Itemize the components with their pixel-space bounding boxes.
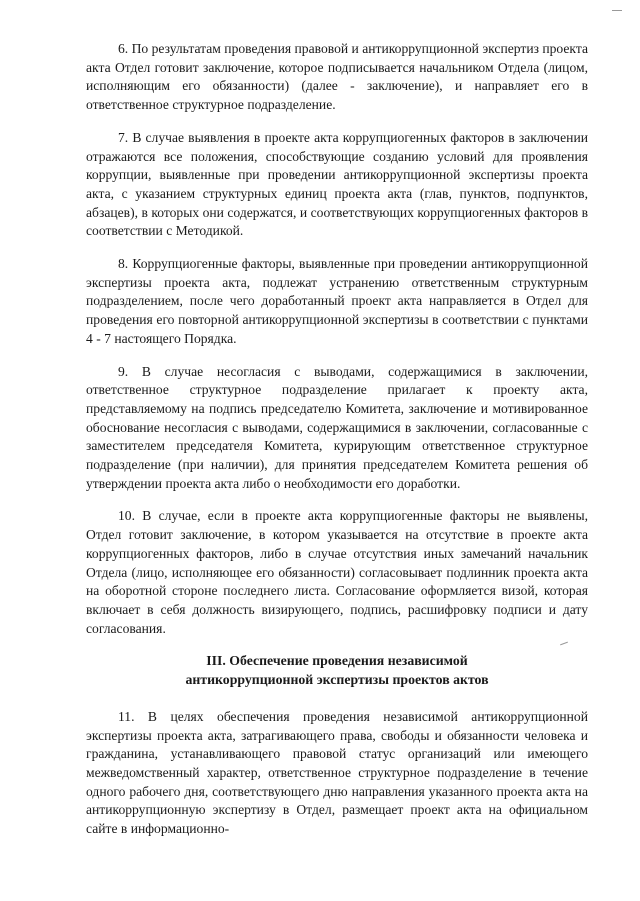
section-heading xyxy=(86,652,588,689)
paragraph-7: 7. В случае выявления в проекте акта коррупциогенных факторов в заключении отражаются все положения, способствующие созданию условий для проявления коррупции, выявленные при проведении антикоррупционной экспертизы проекта акта, с указанием структурных единиц проекта акта (глав, пунктов, подпунктов, абзацев), в которых они содержатся, и соответствующих коррупциогенных факторов в соответствии с Методикой. xyxy=(86,129,588,239)
scan-speck-mark xyxy=(612,10,622,11)
paragraph-9: 9. В случае несогласия с выводами, содержащимися в заключении, ответственное структурное подразделение прилагает к проекту акта, представляемому на подпись председателю Комитета, заключение и мотивированное обоснование несогласия с выводами, содержащимися в заключении, согласованные с заместителем председателя Комитета, курирующим ответственное структурное подразделение (при наличии), для принятия председателем Комитета решения об утверждении проекта акта либо о необходимости его доработки. xyxy=(86,363,588,491)
paragraph-8: 8. Коррупциогенные факторы, выявленные при проведении антикоррупционной экспертизы проекта акта, подлежат устранению ответственным структурным подразделением, после чего доработанный проект акта направляется в Отдел для проведения его повторной антикоррупционной экспертизы в соответствии с пунктами 4 - 7 настоящего Порядка. xyxy=(86,256,588,346)
document-page xyxy=(86,40,588,853)
paragraph-10: 10. В случае, если в проекте акта коррупциогенные факторы не выявлены, Отдел готовит заключение, в котором указывается на отсутствие в проекте акта коррупциогенных факторов, либо в случае отсутствия иных замечаний начальник Отдела (лицо, исполняющее его обязанности) согласовывает подлинник проекта акта на оборотной стороне последнего листа. Согласование оформляется визой, которая включает в себя должность визирующего, подпись, расшифровку подписи и дату согласования. xyxy=(86,508,588,636)
section-heading-line-2: антикоррупционной экспертизы проектов актов xyxy=(185,672,489,688)
paragraph-11: 11. В целях обеспечения проведения независимой антикоррупционной экспертизы проекта акта, затрагивающего права, свободы и обязанности человека и гражданина, устанавливающего правовой статус организаций или имеющего межведомственный характер, ответственное структурное подразделение в течение одного рабочего дня, соответствующего дню направления указанного проекта акта на антикоррупционную экспертизу в Отдел, размещает проект акта на официальном сайте в информационно- xyxy=(86,708,588,837)
section-heading-line-1: III. Обеспечение проведения независимой xyxy=(206,653,468,669)
paragraph-6: 6. По результатам проведения правовой и антикоррупционной экспертиз проекта акта Отдел готовит заключение, которое подписывается начальником Отдела (лицом, исполняющим его обязанности) (далее - заключение), и направляет его в ответственное структурное подразделение. xyxy=(86,41,588,113)
